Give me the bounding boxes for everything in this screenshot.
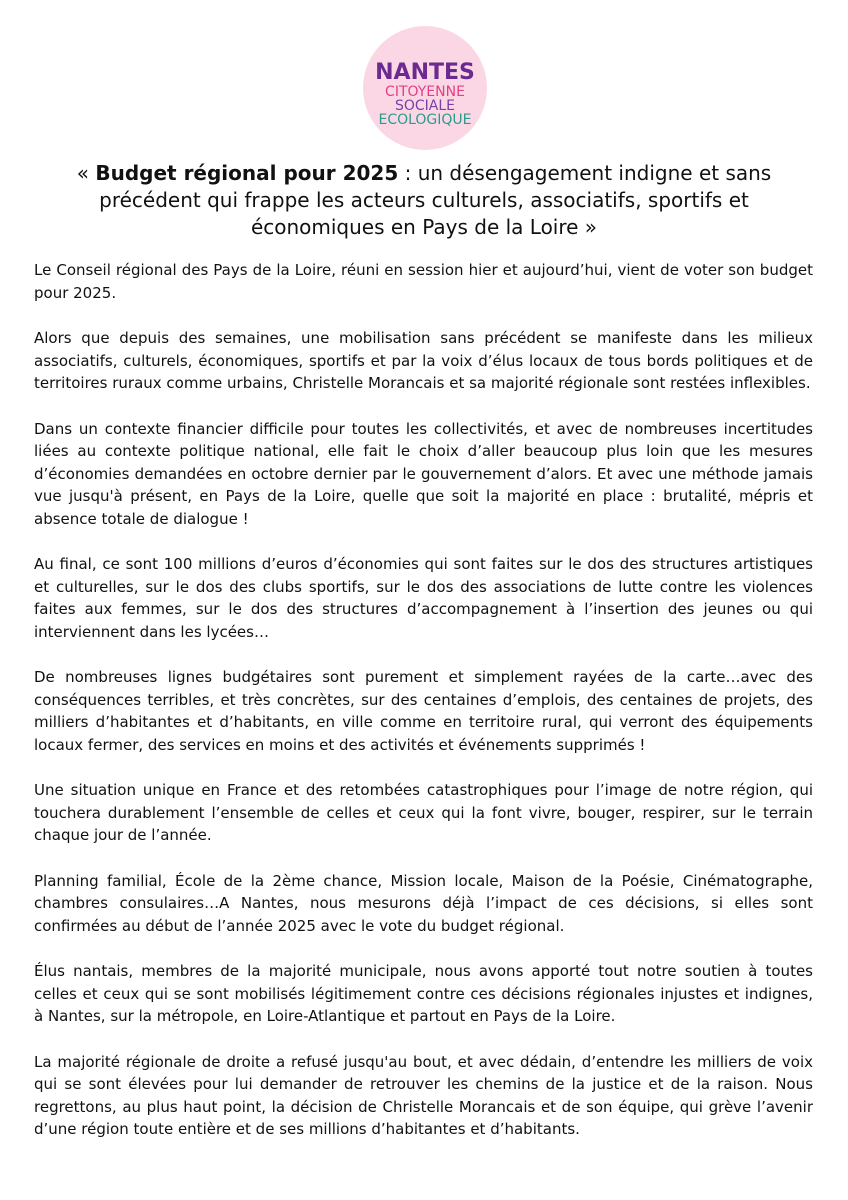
logo-nantes: NANTES bbox=[375, 60, 475, 85]
paragraph-9: La majorité régionale de droite a refusé jusqu'au bout, et avec dédain, d’entendre les milliers de voix qui se sont élevées pour lui demander de retrouver les chemins de la justice et de la raison. Nous regrettons, au plus haut point, la décision de Christelle Morancais et de son équipe, qui grève l’avenir d’une région toute entière et de ses millions d’habitantes et d’habitants. bbox=[34, 1052, 813, 1138]
title-rest: : un désengagement indigne et sans précédent qui frappe les acteurs culturels, associatifs, sportifs et économiques en Pays de la Loire » bbox=[99, 161, 772, 239]
logo-ecologique: ECOLOGIQUE bbox=[378, 112, 472, 128]
title-open-quote: « bbox=[76, 161, 96, 185]
paragraph-8: Élus nantais, membres de la majorité municipale, nous avons apporté tout notre soutien à toutes celles et ceux qui se sont mobilisés légitimement contre ces décisions régionales injustes et indignes, à Nantes, sur la métropole, en Loire-Atlantique et partout en Pays de la Loire. bbox=[34, 962, 813, 1025]
press-release-body bbox=[34, 259, 813, 1164]
logo-sociale: SOCIALE bbox=[394, 98, 456, 114]
logo-citoyenne: CITOYENNE bbox=[385, 84, 465, 100]
paragraph-7: Planning familial, École de la 2ème chance, Mission locale, Maison de la Poésie, Cinématographe, chambres consulaires…A Nantes, nous mesurons déjà l’impact de ces décisions, si elles sont confirmées au début de l’année 2025 avec le vote du budget régional. bbox=[34, 871, 813, 935]
press-release-title bbox=[40, 160, 808, 241]
paragraph-4: Au final, ce sont 100 millions d’euros d’économies qui sont faites sur le dos des structures artistiques et culturelles, sur le dos des clubs sportifs, sur le dos des associations de lutte contre les violences faites aux femmes, sur le dos des structures d’accompagnement à l’insertion des jeunes ou qui interviennent dans les lycées… bbox=[34, 555, 813, 641]
paragraph-6: Une situation unique en France et des retombées catastrophiques pour l’image de notre région, qui touchera durablement l’ensemble de celles et ceux qui la font vivre, bouger, respirer, sur le terrain chaque jour de l’année. bbox=[34, 781, 813, 844]
nantes-citoyenne-logo bbox=[363, 26, 487, 150]
paragraph-3: Dans un contexte financier difficile pour toutes les collectivités, et avec de nombreuses incertitudes liées au contexte politique national, elle fait le choix d’aller beaucoup plus loin que les mesures d’économies demandées en octobre dernier par le gouvernement d’alors. Et avec une méthode jamais vue jusqu'à présent, en Pays de la Loire, quelle que soit la majorité en place : brutalité, mépris et absence totale de dialogue ! bbox=[34, 419, 813, 528]
paragraph-5: De nombreuses lignes budgétaires sont purement et simplement rayées de la carte…avec des conséquences terribles, et très concrètes, sur des centaines d’emplois, des centaines de projets, des milliers d’habitantes et d’habitants, en ville comme en territoire rural, qui verront des équipements locaux fermer, des services en moins et des activités et événements supprimés ! bbox=[34, 668, 813, 754]
title-bold-part: Budget régional pour 2025 bbox=[95, 161, 399, 185]
paragraph-2: Alors que depuis des semaines, une mobilisation sans précédent se manifeste dans les milieux associatifs, culturels, économiques, sportifs et par la voix d’élus locaux de tous bords politiques et de territoires ruraux comme urbains, Christelle Morancais et sa majorité régionale sont restées inflexibles. bbox=[34, 329, 813, 392]
paragraph-1: Le Conseil régional des Pays de la Loire, réuni en session hier et aujourd’hui, vient de voter son budget pour 2025. bbox=[34, 261, 813, 302]
